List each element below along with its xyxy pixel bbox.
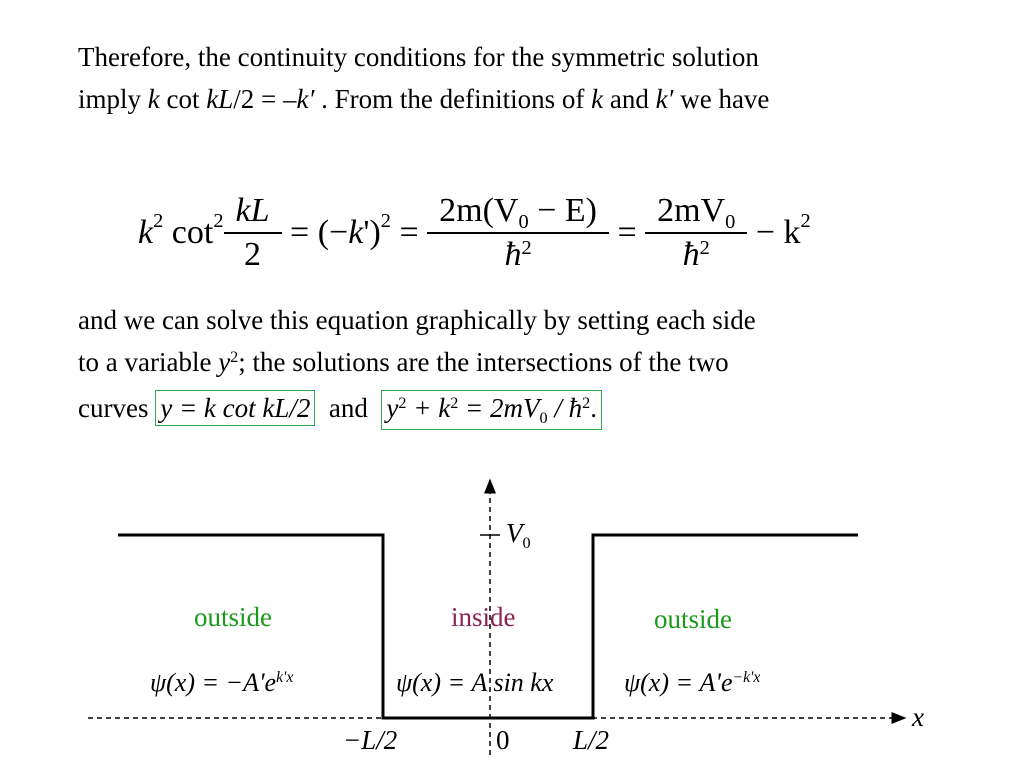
paragraph-graphical-solution [78,299,978,430]
paragraph-1-line-1: Therefore, the continuity conditions for the symmetric solution [78,42,759,72]
fraction-numerator: 2m(V [439,192,519,229]
minus-k: − k [747,214,801,251]
fraction-numerator: kL [235,192,270,229]
subscript: 0 [725,211,736,234]
text-segment: and [315,393,382,423]
exponent: 2 [380,210,391,233]
text-segment: to a variable [78,347,219,377]
exponent: 2 [582,394,591,413]
wavefunction-text: ψ(x) = A'e [624,668,733,697]
paragraph-continuity [78,36,978,120]
outside-left-label: outside [194,602,272,632]
var-k: k [147,84,160,114]
tick-pos-half-L [573,725,609,756]
var-V: V [506,518,523,548]
wavefunction-text: ψ(x) = A sin kx [396,668,554,697]
text-segment: and [603,84,656,114]
fraction-denominator: 2 [224,232,282,274]
exponent: 2 [398,394,407,413]
var-y: y [386,393,399,423]
wavefunction-center [396,668,553,698]
text-segment: we have [673,84,770,114]
fraction-kL-over-2 [230,192,276,274]
text-segment: ; the solutions are the intersections of the two [238,347,729,377]
exponent: 2 [153,210,164,233]
text-segment: cot [159,84,207,114]
text-segment: curves [78,393,156,423]
paragraph-2-line-3 [78,387,978,430]
exponent: 2 [800,210,811,233]
var-y: y [218,347,231,377]
hbar: ħ [682,236,700,273]
fraction-numerator-end: − E) [528,192,597,229]
exponent: k'x [276,669,294,687]
potential-well-diagram [0,440,1024,768]
var-kprime: k′ [655,84,674,114]
tick-neg-half-L [343,725,397,756]
exponent: 2 [699,236,710,259]
exponent: 2 [230,348,239,367]
text-segment: = (− [281,214,349,251]
equals-2mV: = 2mV [458,393,540,423]
equals-sign: = [390,214,428,251]
text-segment: . From the definitions of [314,84,592,114]
subscript: 0 [539,408,548,427]
var-k: k [138,214,154,251]
wavefunction-left [150,668,293,698]
text-segment: /2 = – [233,84,297,114]
subscript: 0 [522,533,531,552]
hbar: ħ [504,236,522,273]
var-kL: kL [206,84,234,114]
subscript: 0 [518,211,529,234]
exponent: 2 [450,394,459,413]
exponent: 2 [213,210,224,233]
wavefunction-right [624,668,760,698]
fraction-numerator: 2mV [657,192,726,229]
var-kprime: k′ [296,84,315,114]
inside-label: inside [451,602,516,632]
plus-k: + k [406,393,451,423]
text-segment: ') [363,214,381,251]
boxed-equation-circle [381,390,602,430]
over-hbar: / ħ [547,393,583,423]
var-k: k [591,84,604,114]
wavefunction-text: ψ(x) = −A'e [150,668,277,697]
var-k: k [348,214,364,251]
boxed-equation-cot [155,390,315,426]
fraction-2m-V0-E [433,192,603,274]
paragraph-2-line-2 [78,341,978,387]
x-axis-label [912,702,924,733]
paragraph-1-line-2 [78,78,978,120]
equals-sign: = [608,214,646,251]
fraction-2mV0 [651,192,741,274]
period: . [590,393,597,423]
var-x: x [912,702,924,732]
tick-text: −L/2 [343,725,398,755]
text-segment: imply [78,84,148,114]
main-equation [138,178,811,288]
paragraph-2-line-1: and we can solve this equation graphically by setting each side [78,305,756,335]
boxed-equation-text: y = k cot kL/2 [160,393,311,423]
tick-text: L/2 [573,725,610,755]
outside-right-label: outside [654,604,732,634]
cot-text: cot [163,214,214,251]
v0-label [506,518,531,552]
exponent: −k'x [732,669,761,687]
tick-zero: 0 [496,725,510,755]
exponent: 2 [521,236,532,259]
